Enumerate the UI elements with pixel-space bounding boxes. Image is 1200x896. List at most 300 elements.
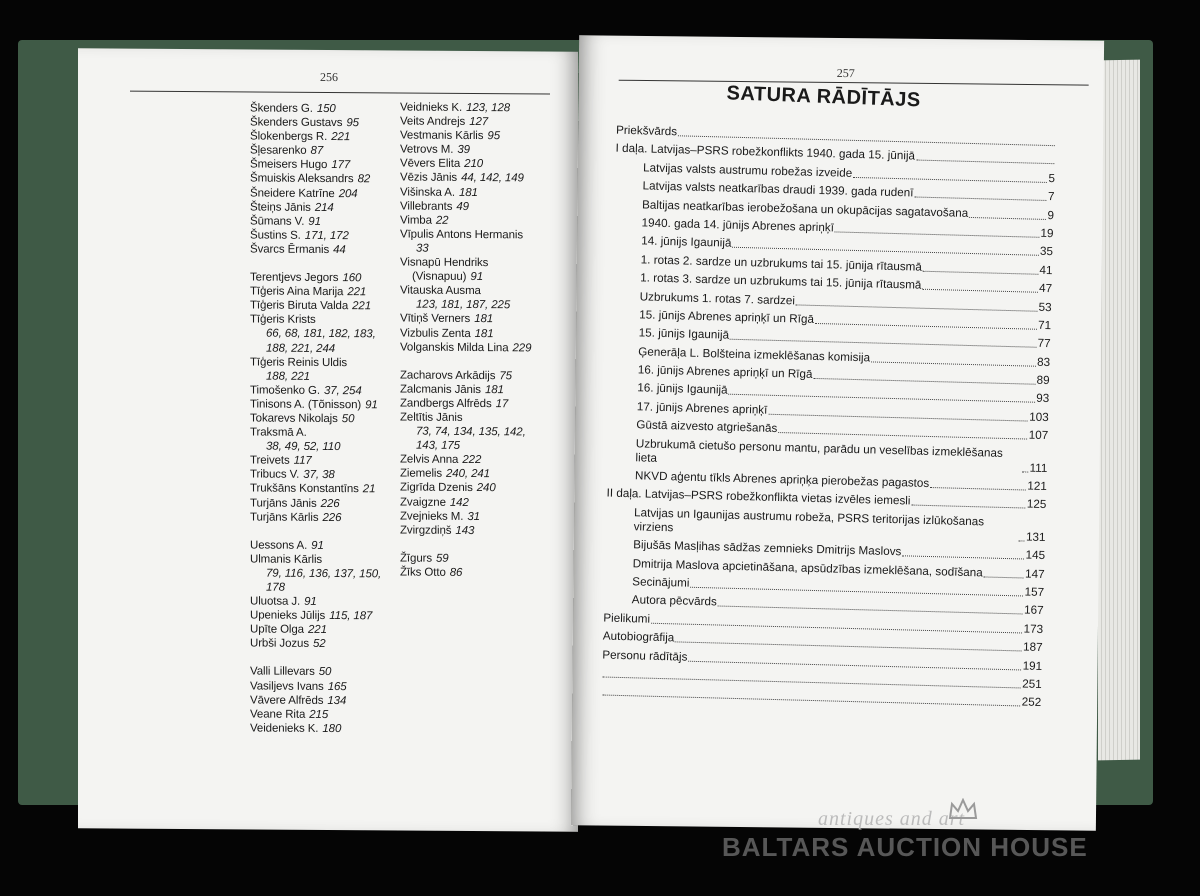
- index-entry-name: Treivets: [250, 454, 290, 467]
- toc-entry-title: 1. rotas 2. sardze un uzbrukums tai 15. jūnija rītausmā: [640, 253, 923, 274]
- toc-entry-page: 47: [1038, 281, 1053, 296]
- toc-leader-dots: [602, 695, 1020, 707]
- index-entry-name: Vītiņš Verners: [400, 312, 471, 326]
- index-entry: [250, 693, 381, 708]
- index-entry-name: Vīpulis Antons Hermanis: [400, 228, 523, 242]
- toc-leader-dots: [930, 487, 1026, 491]
- index-entry: [400, 481, 531, 496]
- index-entry-pages: 178: [266, 581, 285, 594]
- index-entry: [250, 341, 381, 356]
- index-entry-name: Urbši Jozus: [250, 637, 309, 651]
- index-entry: [400, 101, 531, 116]
- index-entry: [250, 214, 381, 229]
- index-entry: [250, 355, 381, 370]
- toc-leader-dots: [853, 177, 1047, 183]
- index-entry-pages: 165: [327, 680, 347, 693]
- toc-entry-page: 19: [1040, 226, 1054, 241]
- index-entry: [250, 721, 381, 736]
- toc-entry-title: Autobiogrāfija: [602, 629, 675, 645]
- index-entry-pages: 79, 116, 136, 137, 150,: [266, 567, 382, 581]
- index-entry-pages: 91: [308, 215, 321, 228]
- index-entry-pages: 91: [311, 539, 324, 552]
- index-entry-name: Zelvis Anna: [400, 453, 459, 467]
- index-entry-pages: 50: [341, 413, 355, 426]
- toc-entry-page: 147: [1024, 567, 1045, 581]
- toc-title: SATURA RĀDĪTĀJS: [726, 82, 922, 112]
- index-entry-pages: 150: [316, 102, 336, 116]
- index-entry-pages: 82: [357, 173, 371, 186]
- watermark-tagline: antiques and art: [818, 808, 966, 830]
- toc-entry-page: 83: [1036, 355, 1051, 369]
- toc-entry-page: 125: [1026, 497, 1047, 512]
- index-entry: [400, 284, 531, 299]
- index-entry: [400, 199, 531, 214]
- index-entry: [250, 566, 381, 581]
- index-entry-name: Vēvers Elita: [400, 157, 461, 171]
- index-entry-name: Vimba: [400, 214, 432, 227]
- index-entry-pages: 49: [456, 200, 469, 213]
- index-entry-pages: 75: [499, 369, 512, 382]
- index-entry: [250, 552, 381, 567]
- index-entry-pages: 22: [435, 214, 449, 227]
- index-entry-name: Šteiņs Jānis: [250, 201, 311, 214]
- index-entry: [400, 227, 531, 242]
- toc-leader-dots: [922, 289, 1038, 293]
- index-entry-pages: 91: [470, 271, 483, 284]
- index-entry: [250, 285, 381, 300]
- toc-entry-title: 17. jūnijs Abrenes apriņķī: [636, 400, 768, 417]
- index-entry-name: Upīte Olga: [250, 623, 304, 637]
- index-column-2: [400, 101, 531, 581]
- index-entry-name: Šļesarenko: [250, 144, 307, 158]
- index-entry-name: Upenieks Jūlijs: [250, 609, 326, 623]
- toc-entry-title: Priekšvārds: [615, 123, 678, 139]
- index-entry: [400, 312, 531, 327]
- index-entry-name: Tokarevs Nikolajs: [250, 412, 338, 426]
- index-entry-pages: 188, 221, 244: [266, 342, 336, 355]
- toc-leader-dots: [911, 505, 1025, 509]
- toc-entry-page: 145: [1025, 548, 1046, 563]
- index-entry: [400, 340, 531, 355]
- toc-entry-title: Bijušās Masļihas sādžas zemnieks Dmitrijs Maslovs: [633, 538, 902, 559]
- toc-entry-page: 53: [1038, 300, 1052, 314]
- toc-entry-title: Autora pēcvārds: [631, 593, 718, 609]
- toc-entry-title: Latvijas un Igaunijas austrumu robeža, PSRS teritorijas izlūkošanas virziens: [633, 506, 985, 535]
- index-entry-name: Terentjevs Jegors: [250, 271, 339, 285]
- index-entry: [250, 299, 381, 314]
- toc-entry-title: 16. jūnijs Abrenes apriņķī un Rīgā: [637, 363, 813, 381]
- index-entry-pages: 37, 254: [323, 384, 362, 398]
- index-entry-name: Turjāns Jānis: [250, 496, 317, 510]
- index-entry: [400, 509, 531, 524]
- index-entry-name: Visnapū Hendriks: [400, 256, 489, 270]
- index-entry-name: Veits Andrejs: [400, 115, 466, 129]
- index-entry-name: Zvirgzdiņš: [400, 524, 452, 537]
- index-entry: [400, 410, 531, 425]
- index-entry: [400, 256, 531, 271]
- toc-leader-dots: [871, 361, 1036, 366]
- index-entry-name: Škenders Gustavs: [250, 116, 343, 130]
- index-entry-pages: 177: [331, 159, 351, 172]
- index-entry-name: Ulmanis Kārlis: [250, 553, 323, 566]
- toc-entry-page: 71: [1037, 318, 1052, 333]
- index-entry: [250, 580, 381, 595]
- toc-entry-page: 41: [1039, 263, 1053, 277]
- toc-entry-page: 35: [1039, 245, 1054, 259]
- page-number-right: 257: [836, 65, 855, 81]
- toc-leader-dots: [688, 660, 1021, 670]
- header-rule-left: [130, 91, 550, 95]
- index-entry-name: Šmuiskis Aleksandrs: [250, 172, 354, 186]
- index-entry: [400, 565, 531, 580]
- toc-entry-page: 173: [1023, 622, 1044, 636]
- index-entry-pages: 127: [469, 116, 489, 129]
- index-entry-pages: 181: [474, 313, 494, 326]
- index-entry-name: Škenders G.: [250, 102, 313, 115]
- index-entry-pages: 50: [318, 666, 332, 679]
- index-entry-name: Trukšāns Konstantīns: [250, 482, 359, 496]
- index-entry-pages: 17: [495, 398, 509, 411]
- index-entry-pages: 143, 175: [416, 439, 460, 453]
- index-entry: [400, 171, 531, 186]
- index-entry-name: Veidnieks K.: [400, 101, 463, 114]
- toc-leader-dots: [718, 606, 1023, 615]
- index-entry-pages: 38, 49, 52, 110: [266, 440, 341, 454]
- index-entry: [250, 144, 381, 159]
- toc-entry-page: 7: [1047, 190, 1055, 204]
- index-entry-name: Zvaigzne: [400, 496, 446, 509]
- index-entry: [250, 116, 381, 131]
- index-entry-pages: 86: [449, 566, 463, 579]
- index-entry-pages: 52: [312, 638, 326, 651]
- index-entry-name: Timošenko G.: [250, 384, 320, 397]
- index-entry: [400, 453, 531, 468]
- toc-leader-dots: [1019, 540, 1025, 541]
- index-entry-pages: 95: [346, 117, 359, 130]
- toc-leader-dots: [923, 270, 1039, 274]
- index-entry-pages: 31: [467, 510, 480, 523]
- index-entry-pages: 91: [365, 399, 378, 412]
- toc-entry-title: 15. jūnijs Igaunijā: [638, 326, 730, 342]
- index-entry: [250, 200, 381, 215]
- index-entry-pages: 44: [333, 243, 346, 257]
- index-entry-name: Šūmans V.: [250, 215, 305, 228]
- index-entry-name: Vēzis Jānis: [400, 171, 458, 185]
- toc-leader-dots: [728, 394, 1035, 403]
- index-entry-pages: 221: [307, 624, 327, 637]
- index-entry-name: Vetrovs M.: [400, 143, 454, 157]
- index-entry-pages: 142: [449, 496, 469, 509]
- watermark-brand: BALTARS AUCTION HOUSE: [722, 832, 1088, 862]
- toc-leader-dots: [916, 160, 1054, 165]
- toc-entry-title: Ģenerāļa L. Bolšteina izmeklēšanas komisija: [638, 345, 871, 365]
- toc-entry-title: Gūstā aizvesto atgriešanās: [636, 418, 778, 436]
- crown-icon: [948, 798, 978, 820]
- index-entry: [400, 298, 531, 313]
- toc-entry-page: 5: [1048, 171, 1056, 185]
- index-entry-pages: 33: [416, 242, 429, 255]
- index-entry-name: (Visnapuu): [412, 270, 467, 284]
- index-entry-name: Šneidere Katrīne: [250, 187, 335, 200]
- index-entry-name: Vitauska Ausma: [400, 284, 481, 298]
- index-entry-pages: 117: [293, 455, 312, 468]
- index-entry-pages: 229: [512, 341, 532, 355]
- index-entry-name: Švarcs Ērmanis: [250, 243, 330, 256]
- index-entry: [250, 228, 381, 243]
- toc-leader-dots: [675, 642, 1022, 652]
- index-entry-pages: 215: [309, 708, 329, 721]
- toc-leader-dots: [902, 556, 1024, 560]
- toc-entry-page: 131: [1025, 530, 1046, 544]
- index-entry-pages: 181: [458, 186, 478, 199]
- index-entry-pages: 59: [436, 552, 449, 565]
- toc-leader-dots: [768, 414, 1028, 422]
- index-entry-pages: 37, 38: [303, 469, 335, 482]
- index-entry-name: Ziemelis: [400, 467, 443, 481]
- index-entry-name: Turjāns Kārlis: [250, 511, 319, 524]
- index-entry-name: Traksmā A.: [250, 426, 307, 439]
- index-entry-pages: 221: [352, 300, 372, 313]
- index-entry-name: Zeltītis Jānis: [400, 411, 463, 424]
- index-entry: [400, 467, 531, 482]
- index-entry-name: Zigrīda Dzenis: [400, 481, 473, 495]
- index-entry-pages: 226: [322, 511, 342, 524]
- index-entry: [250, 637, 381, 652]
- toc-leader-dots: [835, 231, 1040, 237]
- toc-entry-page: 167: [1023, 603, 1044, 618]
- index-entry: [400, 368, 531, 383]
- index-entry: [250, 242, 381, 257]
- index-entry-name: Volganskis Milda Lina: [400, 341, 509, 354]
- index-entry-name: Valli Lillevars: [250, 665, 315, 679]
- index-entry-pages: 240, 241: [446, 468, 490, 481]
- index-entry: [250, 510, 381, 525]
- toc-leader-dots: [813, 378, 1035, 385]
- index-entry-pages: 39: [457, 144, 470, 157]
- index-entry-name: Šustins S.: [250, 229, 301, 242]
- toc-leader-dots: [796, 304, 1038, 311]
- index-entry-name: Tribucs V.: [250, 468, 300, 482]
- index-entry-name: Višinska A.: [400, 186, 455, 199]
- toc-entry-title: Uzbrukumā cietušo personu mantu, parādu un veselības izmeklēšanas lieta: [635, 436, 1003, 465]
- index-entry: [250, 172, 381, 187]
- toc-entry-title: 14. jūnijs Igaunijā: [640, 234, 732, 251]
- table-of-contents: [601, 124, 1056, 715]
- index-entry-name: Tīģeris Biruta Valda: [250, 299, 349, 313]
- index-entry: [250, 707, 381, 722]
- index-entry-name: Tīģeris Aina Marija: [250, 285, 344, 299]
- index-entry-pages: 222: [462, 454, 482, 467]
- index-entry: [250, 623, 381, 638]
- index-entry: [250, 440, 381, 455]
- index-entry-pages: 115, 187: [329, 610, 373, 623]
- toc-entry-page: 157: [1024, 585, 1045, 600]
- index-entry-pages: 181: [484, 383, 504, 397]
- toc-entry-title: Latvijas valsts neatkarības draudi 1939. gada rudenī: [642, 179, 914, 200]
- index-entry-name: Zacharovs Arkādijs: [400, 369, 496, 382]
- right-page: [571, 35, 1104, 830]
- toc-leader-dots: [778, 432, 1027, 440]
- index-entry-name: Tīģeris Krists: [250, 313, 316, 327]
- toc-entry-title: Dmitrija Maslova apcietināšana, apsūdzības izmeklēšana, sodīšana: [632, 556, 983, 580]
- page-edges: [1098, 60, 1140, 761]
- index-entry: [400, 551, 531, 566]
- index-entry: [250, 679, 381, 694]
- toc-entry-page: 77: [1037, 337, 1051, 351]
- index-entry-pages: 143: [455, 524, 475, 537]
- index-entry: [250, 130, 381, 145]
- toc-entry-title: 15. jūnijs Abrenes apriņķī un Rīgā: [639, 308, 815, 326]
- page-number-left: 256: [320, 69, 338, 85]
- toc-leader-dots: [730, 339, 1037, 348]
- index-entry-name: Veane Rita: [250, 708, 306, 721]
- index-entry: [250, 327, 381, 342]
- index-entry-name: Žīks Otto: [400, 566, 446, 579]
- index-entry-pages: 210: [464, 158, 484, 171]
- index-entry-pages: 181: [474, 327, 494, 340]
- toc-entry-page: 103: [1029, 410, 1049, 424]
- index-entry: [250, 468, 381, 483]
- toc-entry-page: 121: [1027, 479, 1048, 494]
- left-page: [78, 48, 578, 831]
- index-entry-name: Šmeisers Hugo: [250, 158, 328, 172]
- toc-entry-title: Latvijas valsts austrumu robežas izveide: [642, 161, 853, 180]
- index-entry-pages: 240: [476, 482, 496, 495]
- index-entry: [400, 425, 531, 440]
- index-entry: [250, 665, 381, 680]
- toc-leader-dots: [969, 216, 1046, 219]
- index-entry-pages: 180: [322, 722, 342, 735]
- toc-entry-title: I daļa. Latvijas–PSRS robežkonflikts 1940. gada 15. jūnijā: [615, 142, 916, 163]
- index-entry-name: Uessons A.: [250, 539, 308, 552]
- toc-leader-dots: [690, 587, 1023, 597]
- index-entry-pages: 123, 128: [466, 101, 511, 115]
- index-entry: [250, 482, 381, 497]
- index-entry-pages: 214: [314, 201, 334, 214]
- index-entry-name: Zalcmanis Jānis: [400, 383, 481, 396]
- index-entry: [250, 538, 381, 553]
- index-entry-pages: 21: [362, 483, 376, 496]
- index-entry-pages: 44, 142, 149: [461, 172, 524, 185]
- index-entry-pages: 204: [338, 187, 358, 200]
- index-entry-name: Vāvere Alfrēds: [250, 694, 324, 707]
- index-entry: [250, 426, 381, 441]
- index-entry: [400, 396, 531, 411]
- index-entry: [250, 383, 381, 398]
- index-entry-pages: 91: [304, 595, 317, 609]
- index-entry-name: Vestmanis Kārlis: [400, 129, 484, 143]
- index-entry: [400, 185, 531, 200]
- index-entry: [400, 382, 531, 397]
- index-entry-name: Uluotsa J.: [250, 595, 301, 608]
- toc-leader-dots: [984, 576, 1024, 578]
- index-entry-name: Žīgurs: [400, 552, 432, 565]
- index-entry: [400, 495, 531, 510]
- index-entry-pages: 66, 68, 181, 182, 183,: [266, 327, 376, 341]
- toc-entry-page: 89: [1036, 373, 1050, 388]
- index-entry: [250, 397, 381, 412]
- index-entry-pages: 226: [320, 497, 340, 510]
- toc-entry-title: Pielikumi: [603, 611, 651, 626]
- index-entry: [250, 186, 381, 201]
- index-entry: [250, 496, 381, 511]
- toc-entry-title: 1940. gada 14. jūnijs Abrenes apriņķī: [641, 216, 835, 235]
- toc-entry-page: 191: [1022, 659, 1043, 673]
- index-entry-pages: 123, 181, 187, 225: [416, 298, 511, 312]
- index-column-1: [250, 101, 381, 736]
- index-entry: [400, 213, 531, 228]
- index-entry-pages: 221: [347, 286, 367, 299]
- toc-leader-dots: [815, 323, 1037, 330]
- toc-entry-page: 93: [1035, 392, 1050, 406]
- index-entry: [250, 609, 381, 624]
- index-entry-pages: 73, 74, 134, 135, 142,: [416, 425, 526, 439]
- index-entry-name: Veidenieks K.: [250, 722, 319, 735]
- index-entry-pages: 87: [310, 145, 324, 158]
- toc-entry-title: Personu rādītājs: [602, 648, 688, 664]
- index-entry: [400, 270, 531, 285]
- index-entry: [400, 326, 531, 341]
- toc-entry-page: 252: [1021, 695, 1042, 710]
- index-entry: [250, 454, 381, 469]
- toc-entry-title: II daļa. Latvijas–PSRS robežkonflikta vietas izvēles iemesli: [606, 486, 911, 508]
- index-entry: [400, 115, 531, 130]
- index-entry-pages: 171, 172: [304, 229, 349, 242]
- index-entry-pages: 95: [487, 130, 500, 143]
- index-entry: [250, 101, 381, 116]
- index-entry: [400, 241, 531, 256]
- toc-entry-title: Baltijas neatkarības ierobežošana un okupācijas sagatavošana: [641, 197, 969, 220]
- index-entry: [400, 439, 531, 454]
- toc-leader-dots: [914, 197, 1047, 201]
- index-entry: [250, 411, 381, 426]
- toc-entry-page: 187: [1022, 640, 1043, 655]
- index-entry-name: Tinisons A. (Tõnisson): [250, 398, 362, 412]
- index-entry-name: Tīģeris Reinis Uldis: [250, 356, 348, 369]
- toc-entry-title: NKVD aģentu tīkls Abrenes apriņķa pierobežas pagastos: [634, 469, 930, 491]
- index-entry-name: Villebrants: [400, 200, 453, 213]
- index-entry-pages: 221: [331, 131, 351, 144]
- index-entry-name: Šlokenbergs R.: [250, 130, 328, 144]
- index-entry-name: Zvejnieks M.: [400, 510, 464, 523]
- index-entry: [400, 523, 531, 538]
- index-entry: [400, 129, 531, 144]
- toc-entry-title: 16. jūnijs Igaunijā: [637, 381, 728, 398]
- index-entry: [400, 143, 531, 158]
- toc-entry-title: Secinājumi: [632, 575, 690, 590]
- index-entry-name: Vasiljevs Ivans: [250, 680, 324, 693]
- index-entry-pages: 134: [327, 694, 347, 707]
- toc-entry-title: 1. rotas 3. sardze un uzbrukums tai 15. jūnija rītausmā: [640, 271, 922, 292]
- toc-leader-dots: [1022, 471, 1028, 472]
- index-entry: [400, 157, 531, 172]
- index-entry: [250, 313, 381, 328]
- index-entry: [250, 595, 381, 610]
- index-entry-pages: 188, 221: [266, 370, 310, 383]
- index-entry-pages: 160: [342, 272, 362, 285]
- toc-leader-dots: [732, 247, 1039, 256]
- toc-entry-page: 9: [1047, 208, 1055, 222]
- index-entry-name: Zandbergs Alfrēds: [400, 397, 492, 411]
- toc-entry-page: 107: [1028, 428, 1049, 443]
- index-entry-name: Vizbulis Zenta: [400, 327, 471, 340]
- index-entry: [250, 369, 381, 384]
- index-entry: [250, 158, 381, 173]
- toc-entry-title: Uzbrukums 1. rotas 7. sardzei: [639, 289, 796, 307]
- index-entry: [250, 270, 381, 285]
- toc-entry-page: 111: [1029, 461, 1048, 475]
- toc-entry-page: 251: [1022, 677, 1042, 691]
